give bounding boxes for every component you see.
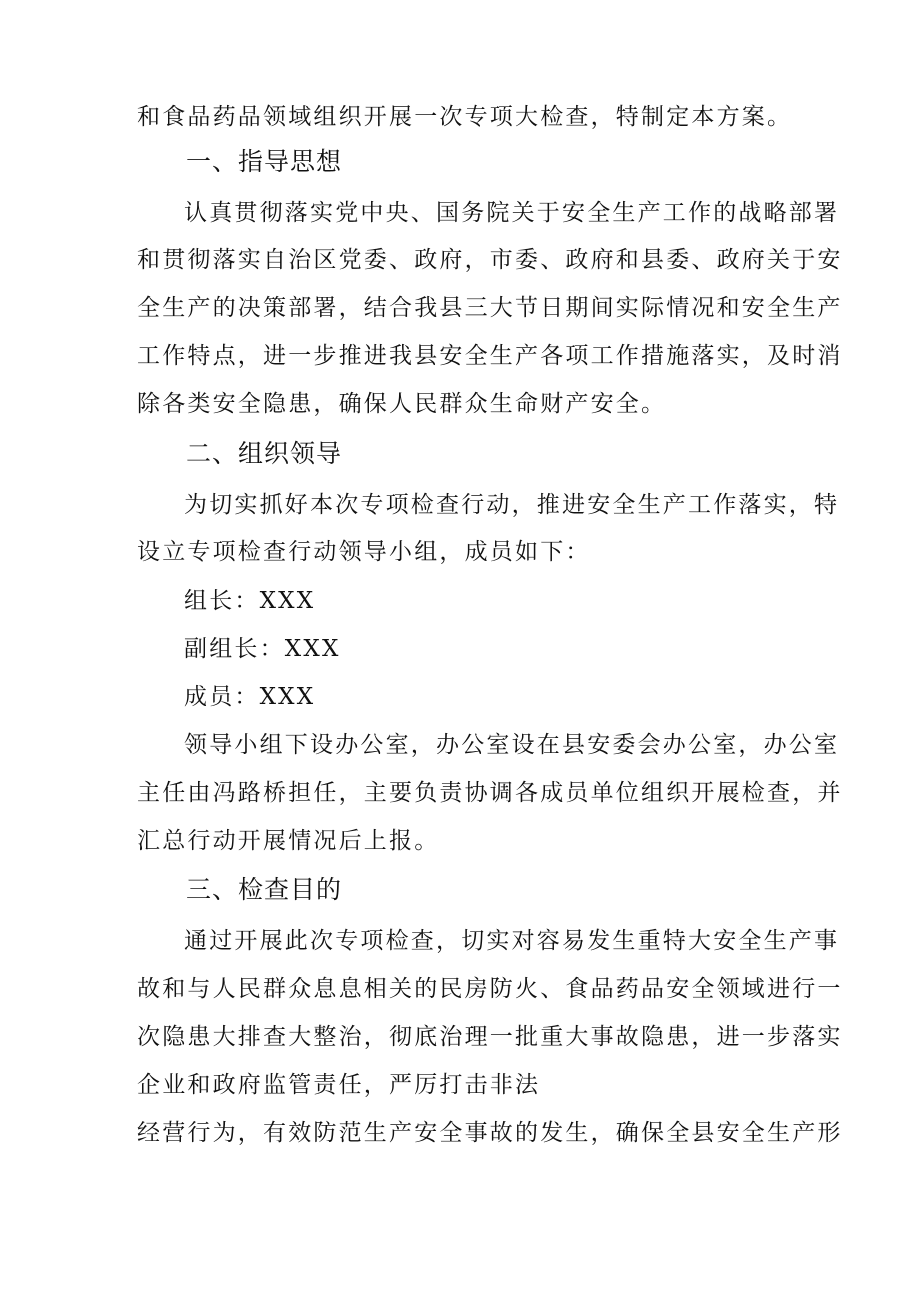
paragraph-line: 主任由冯路桥担任，主要负责协调各成员单位组织开展检查，并	[137, 780, 843, 806]
member-deputy-leader: 副组长：XXX	[184, 636, 341, 662]
member-leader: 组长：XXX	[184, 588, 316, 614]
section-heading-guiding-ideology: 一、指导思想	[186, 147, 343, 176]
paragraph-line: 领导小组下设办公室，办公室设在县安委会办公室，办公室	[184, 732, 840, 758]
section-heading-inspection-purpose: 三、检查目的	[186, 875, 343, 904]
member-members: 成员：XXX	[184, 684, 316, 710]
paragraph-line: 全生产的决策部署，结合我县三大节日期间实际情况和安全生产	[137, 295, 843, 321]
paragraph-line: 经营行为，有效防范生产安全事故的发生，确保全县安全生产形	[137, 1120, 843, 1146]
section-heading-organization: 二、组织领导	[186, 439, 343, 468]
paragraph-line: 通过开展此次专项检查，切实对容易发生重特大安全生产事	[184, 928, 840, 954]
paragraph-line: 为切实抓好本次专项检查行动，推进安全生产工作落实，特	[184, 492, 840, 518]
paragraph-line: 认真贯彻落实党中央、国务院关于安全生产工作的战略部署	[184, 200, 840, 226]
paragraph-line: 工作特点，进一步推进我县安全生产各项工作措施落实，及时消	[137, 343, 843, 369]
paragraph-line: 企业和政府监管责任，严厉打击非法	[137, 1072, 541, 1098]
paragraph-line: 汇总行动开展情况后上报。	[137, 828, 440, 854]
paragraph-line: 次隐患大排查大整治，彻底治理一批重大事故隐患，进一步落实	[137, 1024, 843, 1050]
paragraph-line: 除各类安全隐患，确保人民群众生命财产安全。	[137, 391, 667, 417]
paragraph-line: 故和与人民群众息息相关的民房防火、食品药品安全领域进行一	[137, 976, 843, 1002]
paragraph-line: 和贯彻落实自治区党委、政府，市委、政府和县委、政府关于安	[137, 247, 843, 273]
paragraph-line: 设立专项检查行动领导小组，成员如下：	[137, 539, 591, 565]
paragraph-line: 和食品药品领域组织开展一次专项大检查，特制定本方案。	[137, 104, 793, 130]
